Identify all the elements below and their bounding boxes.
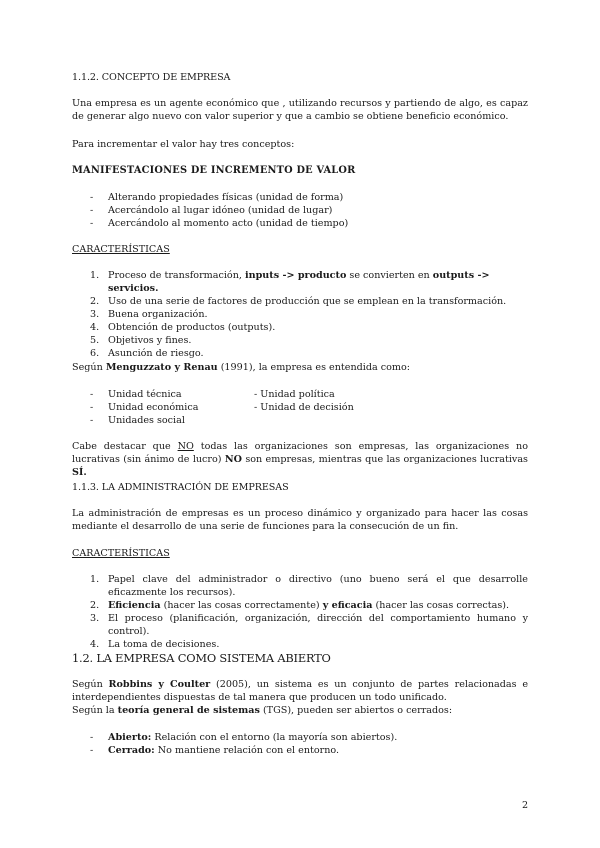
list-item: - Abierto: Relación con el entorno (la mayoría son abiertos). xyxy=(72,731,528,744)
list-item: 6. Asunción de riesgo. xyxy=(90,348,204,359)
paragraph-cabe-destacar: Cabe destacar que NO todas las organizaciones son empresas, las organizaciones no lucrativas (sin ánimo de lucro) NO son empresas, mientras que las organizaciones lucrativas SÍ. xyxy=(72,441,528,478)
paragraph-empresa: Una empresa es un agente económico que , utilizando recursos y partiendo de algo, es capaz de generar algo nuevo con valor superior y que a cambio se obtiene beneficio económico. xyxy=(72,98,528,122)
list-item: - Alterando propiedades físicas (unidad de forma) xyxy=(72,191,528,204)
heading-caracteristicas-2: CARACTERÍSTICAS xyxy=(72,548,170,559)
section-heading-1-1-2: 1.1.2. CONCEPTO DE EMPRESA xyxy=(72,72,231,83)
paragraph-incrementar: Para incrementar el valor hay tres conceptos: xyxy=(72,139,295,150)
list-item: 4. Obtención de productos (outputs). xyxy=(90,322,276,333)
list-item: - Unidad de decisión xyxy=(254,402,354,413)
list-item: 5. Objetivos y fines. xyxy=(90,335,192,346)
list-manifestaciones xyxy=(72,191,528,230)
page-number: 2 xyxy=(522,800,529,811)
section-heading-1-2: 1.2. LA EMPRESA COMO SISTEMA ABIERTO xyxy=(72,651,331,665)
list-caracteristicas-2 xyxy=(72,573,528,651)
list-item: - Cerrado: No mantiene relación con el entorno. xyxy=(72,744,528,757)
unidades-left-list xyxy=(72,388,254,427)
list-item: - Acercándolo al lugar idóneo (unidad de lugar) xyxy=(72,204,528,217)
list-item: 2. Eficiencia (hacer las cosas correctamente) y eficacia (hacer las cosas correctas). xyxy=(90,600,510,611)
paragraph-menguzzato: Según Menguzzato y Renau (1991), la empresa es entendida como: xyxy=(72,362,410,373)
paragraph-robbins: Según Robbins y Coulter (2005), un sistema es un conjunto de partes relacionadas e interdependientes dispuestas de tal manera que producen un todo unificado. xyxy=(72,679,528,703)
heading-caracteristicas-1: CARACTERÍSTICAS xyxy=(72,244,170,255)
list-item: 3. El proceso (planificación, organización, dirección del comportamiento humano y control). xyxy=(90,613,528,637)
list-sistemas xyxy=(72,731,528,757)
list-item: - Unidad técnica xyxy=(72,388,254,401)
list-item: - Unidad política xyxy=(254,389,335,400)
list-item: - Unidad económica xyxy=(72,401,254,414)
list-item: 4. La toma de decisiones. xyxy=(90,639,220,650)
heading-manifestaciones: MANIFESTACIONES DE INCREMENTO DE VALOR xyxy=(72,165,356,176)
paragraph-administracion: La administración de empresas es un proceso dinámico y organizado para hacer las cosas mediante el desarrollo de una serie de funciones para la consecución de un fin. xyxy=(72,508,528,532)
list-caracteristicas-1 xyxy=(72,269,528,360)
paragraph-tgs: Según la teoría general de sistemas (TGS), pueden ser abiertos o cerrados: xyxy=(72,705,453,716)
list-item: - Acercándolo al momento acto (unidad de tiempo) xyxy=(72,217,528,230)
list-item: 2. Uso de una serie de factores de producción que se emplean en la transformación. xyxy=(90,296,507,307)
unidades-right-list xyxy=(254,388,354,427)
unidades-columns xyxy=(72,388,528,427)
list-item: 1. Proceso de transformación, inputs -> producto se convierten en outputs -> servicios. xyxy=(90,270,490,294)
list-item: 1. Papel clave del administrador o directivo (uno bueno será el que desarrolle eficazmente los recursos). xyxy=(90,574,528,598)
section-heading-1-1-3: 1.1.3. LA ADMINISTRACIÓN DE EMPRESAS xyxy=(72,482,289,493)
list-item: 3. Buena organización. xyxy=(90,309,208,320)
list-item: - Unidades social xyxy=(72,414,254,427)
